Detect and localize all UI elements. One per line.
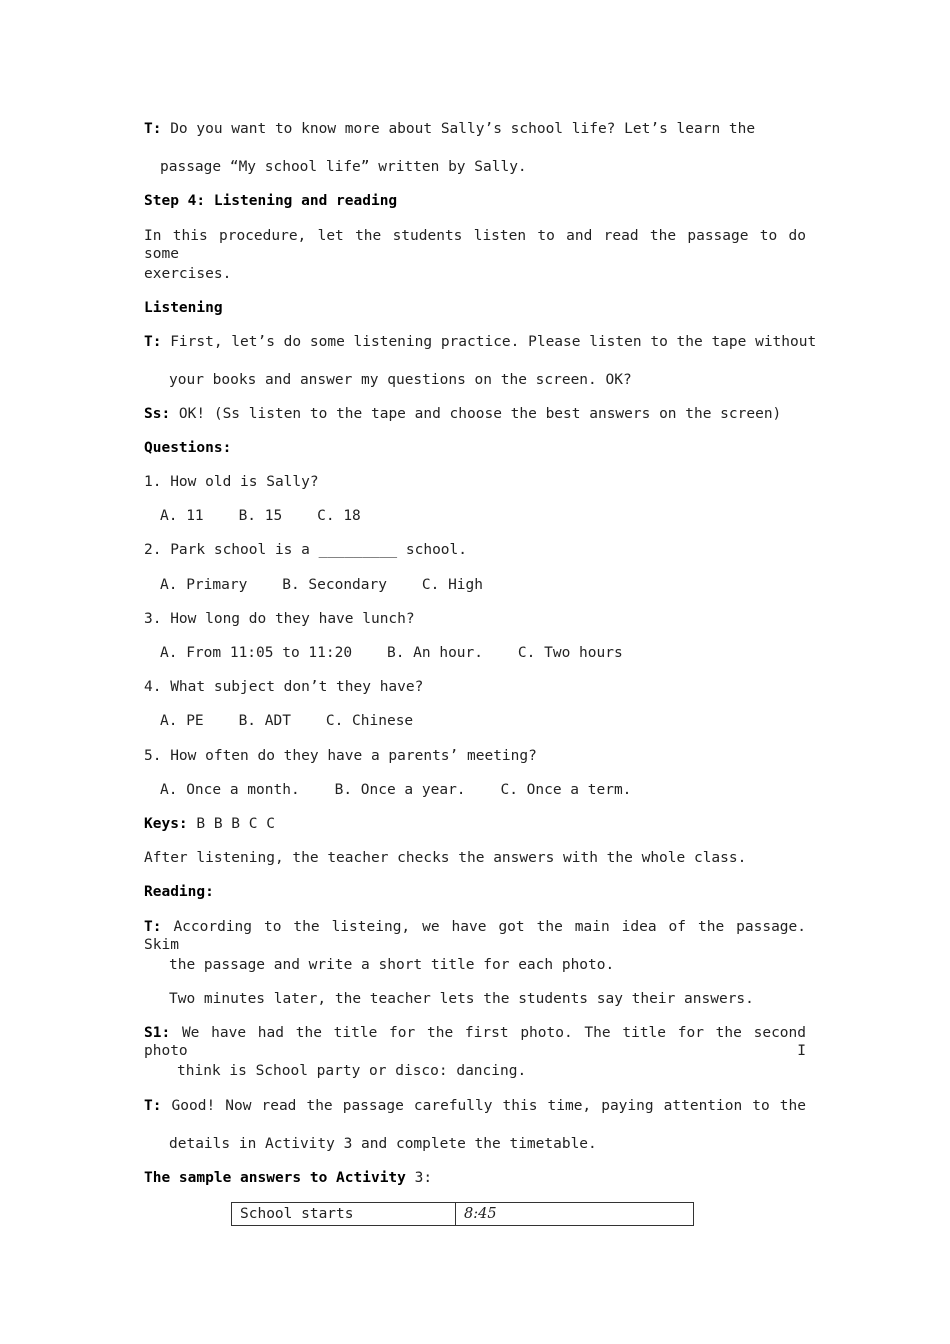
table-row <box>232 1203 694 1226</box>
question-1: 1. How old is Sally? <box>144 474 319 490</box>
reading-t1-line-1 <box>144 918 806 954</box>
question-3-options: A. From 11:05 to 11:20 B. An hour. C. Two hours <box>160 645 623 661</box>
timetable-value-cell: 8:45 <box>456 1203 694 1226</box>
speaker-label: T: <box>144 121 162 137</box>
reading-t1-line-3: Two minutes later, the teacher lets the students say their answers. <box>169 991 754 1007</box>
listening-t-line-2: your books and answer my questions on the screen. OK? <box>169 372 632 388</box>
question-4-options: A. PE B. ADT C. Chinese <box>160 713 414 729</box>
reading-t1-text-1: According to the listeing, we have got the main idea of the passage. Skim <box>144 919 806 953</box>
sample-answers-heading <box>144 1169 432 1187</box>
after-listening: After listening, the teacher checks the answers with the whole class. <box>144 850 747 866</box>
listening-heading: Listening <box>144 300 223 316</box>
keys-value: B B B C C <box>187 816 275 832</box>
reading-s1-text-1: We have had the title for the first photo. The title for the second photo I <box>144 1025 806 1059</box>
reading-s1-line-1 <box>144 1024 806 1060</box>
intro-line-1 <box>144 120 755 138</box>
reading-t2-line-2: details in Activity 3 and complete the timetable. <box>169 1136 597 1152</box>
question-5: 5. How often do they have a parents’ meeting? <box>144 748 537 764</box>
question-1-options: A. 11 B. 15 C. 18 <box>160 508 361 524</box>
listening-t-line-1 <box>144 333 816 351</box>
speaker-label: T: <box>144 919 162 935</box>
timetable-label-cell: School starts <box>232 1203 456 1226</box>
speaker-label: Ss: <box>144 406 171 422</box>
speaker-label: T: <box>144 1098 162 1114</box>
intro-text-1: Do you want to know more about Sally’s school life? Let’s learn the <box>161 121 756 137</box>
listening-ss-line <box>144 405 781 423</box>
sample-answers-label: The sample answers to Activity <box>144 1170 406 1186</box>
question-4: 4. What subject don’t they have? <box>144 679 424 695</box>
question-2-options: A. Primary B. Secondary C. High <box>160 577 484 593</box>
timetable <box>231 1202 694 1226</box>
sample-answers-number: 3: <box>405 1170 433 1186</box>
reading-t2-text-1: Good! Now read the passage carefully this time, paying attention to the <box>161 1098 806 1114</box>
step4-heading: Step 4: Listening and reading <box>144 193 398 209</box>
reading-t2-line-1 <box>144 1097 806 1115</box>
question-2: 2. Park school is a _________ school. <box>144 542 468 558</box>
step4-desc-2: exercises. <box>144 266 232 282</box>
speaker-label: T: <box>144 334 162 350</box>
speaker-label: S1: <box>144 1025 171 1041</box>
intro-line-2: passage “My school life” written by Sally. <box>160 159 527 175</box>
keys-label: Keys: <box>144 816 188 832</box>
listening-ss-text: OK! (Ss listen to the tape and choose the best answers on the screen) <box>170 406 782 422</box>
listening-t-text-1: First, let’s do some listening practice. Please listen to the tape without <box>161 334 817 350</box>
question-5-options: A. Once a month. B. Once a year. C. Once a term. <box>160 782 632 798</box>
keys-line <box>144 815 275 833</box>
step4-desc-1: In this procedure, let the students listen to and read the passage to do some <box>144 228 806 262</box>
questions-heading: Questions: <box>144 440 232 456</box>
reading-s1-line-2: think is School party or disco: dancing. <box>177 1063 527 1079</box>
reading-t1-line-2: the passage and write a short title for each photo. <box>169 957 615 973</box>
reading-heading: Reading: <box>144 884 214 900</box>
question-3: 3. How long do they have lunch? <box>144 611 415 627</box>
